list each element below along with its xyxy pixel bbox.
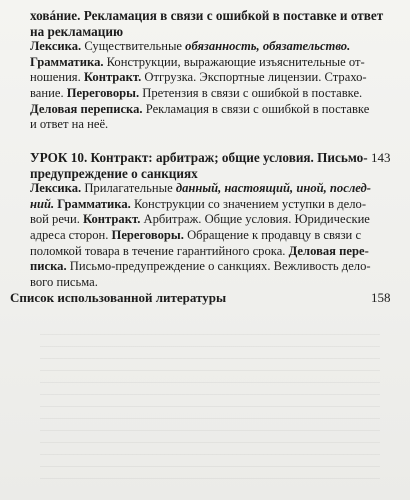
- contract-label: Контракт.: [83, 212, 141, 227]
- contract-text-cont: адреса сторон.: [30, 227, 112, 242]
- correspondence-text: Рекламация в связи с ошибкой в поставке: [142, 101, 370, 116]
- bibliography-entry: Список использованной литературы: [10, 290, 227, 305]
- vocabulary-text: Прилагательные: [81, 181, 176, 196]
- grammar-label: Грамматика.: [30, 54, 104, 69]
- lesson-9-grammar: [30, 54, 365, 71]
- bibliography-page-number: 158: [371, 290, 391, 305]
- lesson-9-correspondence: [30, 101, 370, 118]
- lesson-10-title-line-2: предупреждение о санкциях: [30, 165, 198, 181]
- correspondence-label-cont: писка.: [30, 259, 67, 274]
- lesson-10-vocabulary: [30, 181, 371, 197]
- negotiations-text: Претензия в связи с ошибкой в поставке.: [139, 85, 363, 100]
- negotiations-label: Переговоры.: [111, 227, 184, 242]
- correspondence-label: Деловая переписка.: [30, 101, 143, 116]
- lesson-10-page-number: 143: [371, 150, 391, 165]
- vocabulary-label: Лексика.: [30, 181, 82, 196]
- lesson-10-grammar: [30, 196, 367, 213]
- correspondence-text: Письмо-предупреждение о санкциях. Вежливость дело-: [66, 259, 371, 274]
- lesson-9-title-line-2: на рекламацию: [30, 23, 124, 39]
- contract-text-cont: вание.: [30, 85, 67, 100]
- lesson-10-negotiations: [30, 228, 360, 244]
- lesson-9-title-line-1: ховáние. Рекламация в связи с ошибкой в поставке и ответ: [30, 8, 384, 23]
- lesson-10-title-line-1: УРОК 10. Контракт: арбитраж; общие условия. Письмо-: [30, 150, 368, 165]
- contract-text: Арбитраж. Общие условия. Юридические: [140, 212, 370, 227]
- contract-text: Отгрузка. Экспортные лицензии. Страхо-: [141, 70, 367, 85]
- lesson-9-vocabulary: [30, 39, 360, 55]
- lesson-10-negotiations-cont: [30, 243, 369, 260]
- contract-label: Контракт.: [83, 70, 142, 85]
- lesson-9-negotiations: [30, 85, 363, 102]
- grammar-text-cont: ношения.: [30, 70, 84, 85]
- vocabulary-words: данный, настоящий, иной, послед-: [175, 181, 371, 196]
- show-through-text: [40, 330, 380, 490]
- vocabulary-words-cont: ний.: [30, 196, 55, 211]
- lesson-10-correspondence-cont: вого письма.: [30, 274, 98, 289]
- grammar-text: Конструкции, выражающие изъяснительные от-: [103, 54, 365, 69]
- grammar-text: Конструкции со значением уступки в дело-: [130, 196, 367, 211]
- vocabulary-label: Лексика.: [30, 39, 82, 54]
- vocabulary-words: обязанность, обязательство.: [185, 39, 351, 54]
- negotiations-text-cont: поломкой товара в течение гарантийного срока.: [30, 243, 289, 258]
- negotiations-label: Переговоры.: [66, 85, 140, 100]
- grammar-label: Грамматика.: [54, 196, 131, 211]
- lesson-10-correspondence: [30, 259, 371, 275]
- lesson-9-contract: [30, 70, 367, 86]
- lesson-9-correspondence-cont: и ответ на неё.: [30, 117, 109, 132]
- lesson-10-entry: [30, 150, 371, 290]
- grammar-text-cont: вой речи.: [30, 212, 83, 227]
- vocabulary-text: Существительные: [81, 39, 186, 54]
- lesson-9-continuation: [30, 8, 384, 133]
- negotiations-text: Обращение к продавцу в связи с: [183, 227, 362, 242]
- lesson-10-contract: [30, 212, 370, 228]
- correspondence-label: Деловая пере-: [288, 243, 369, 258]
